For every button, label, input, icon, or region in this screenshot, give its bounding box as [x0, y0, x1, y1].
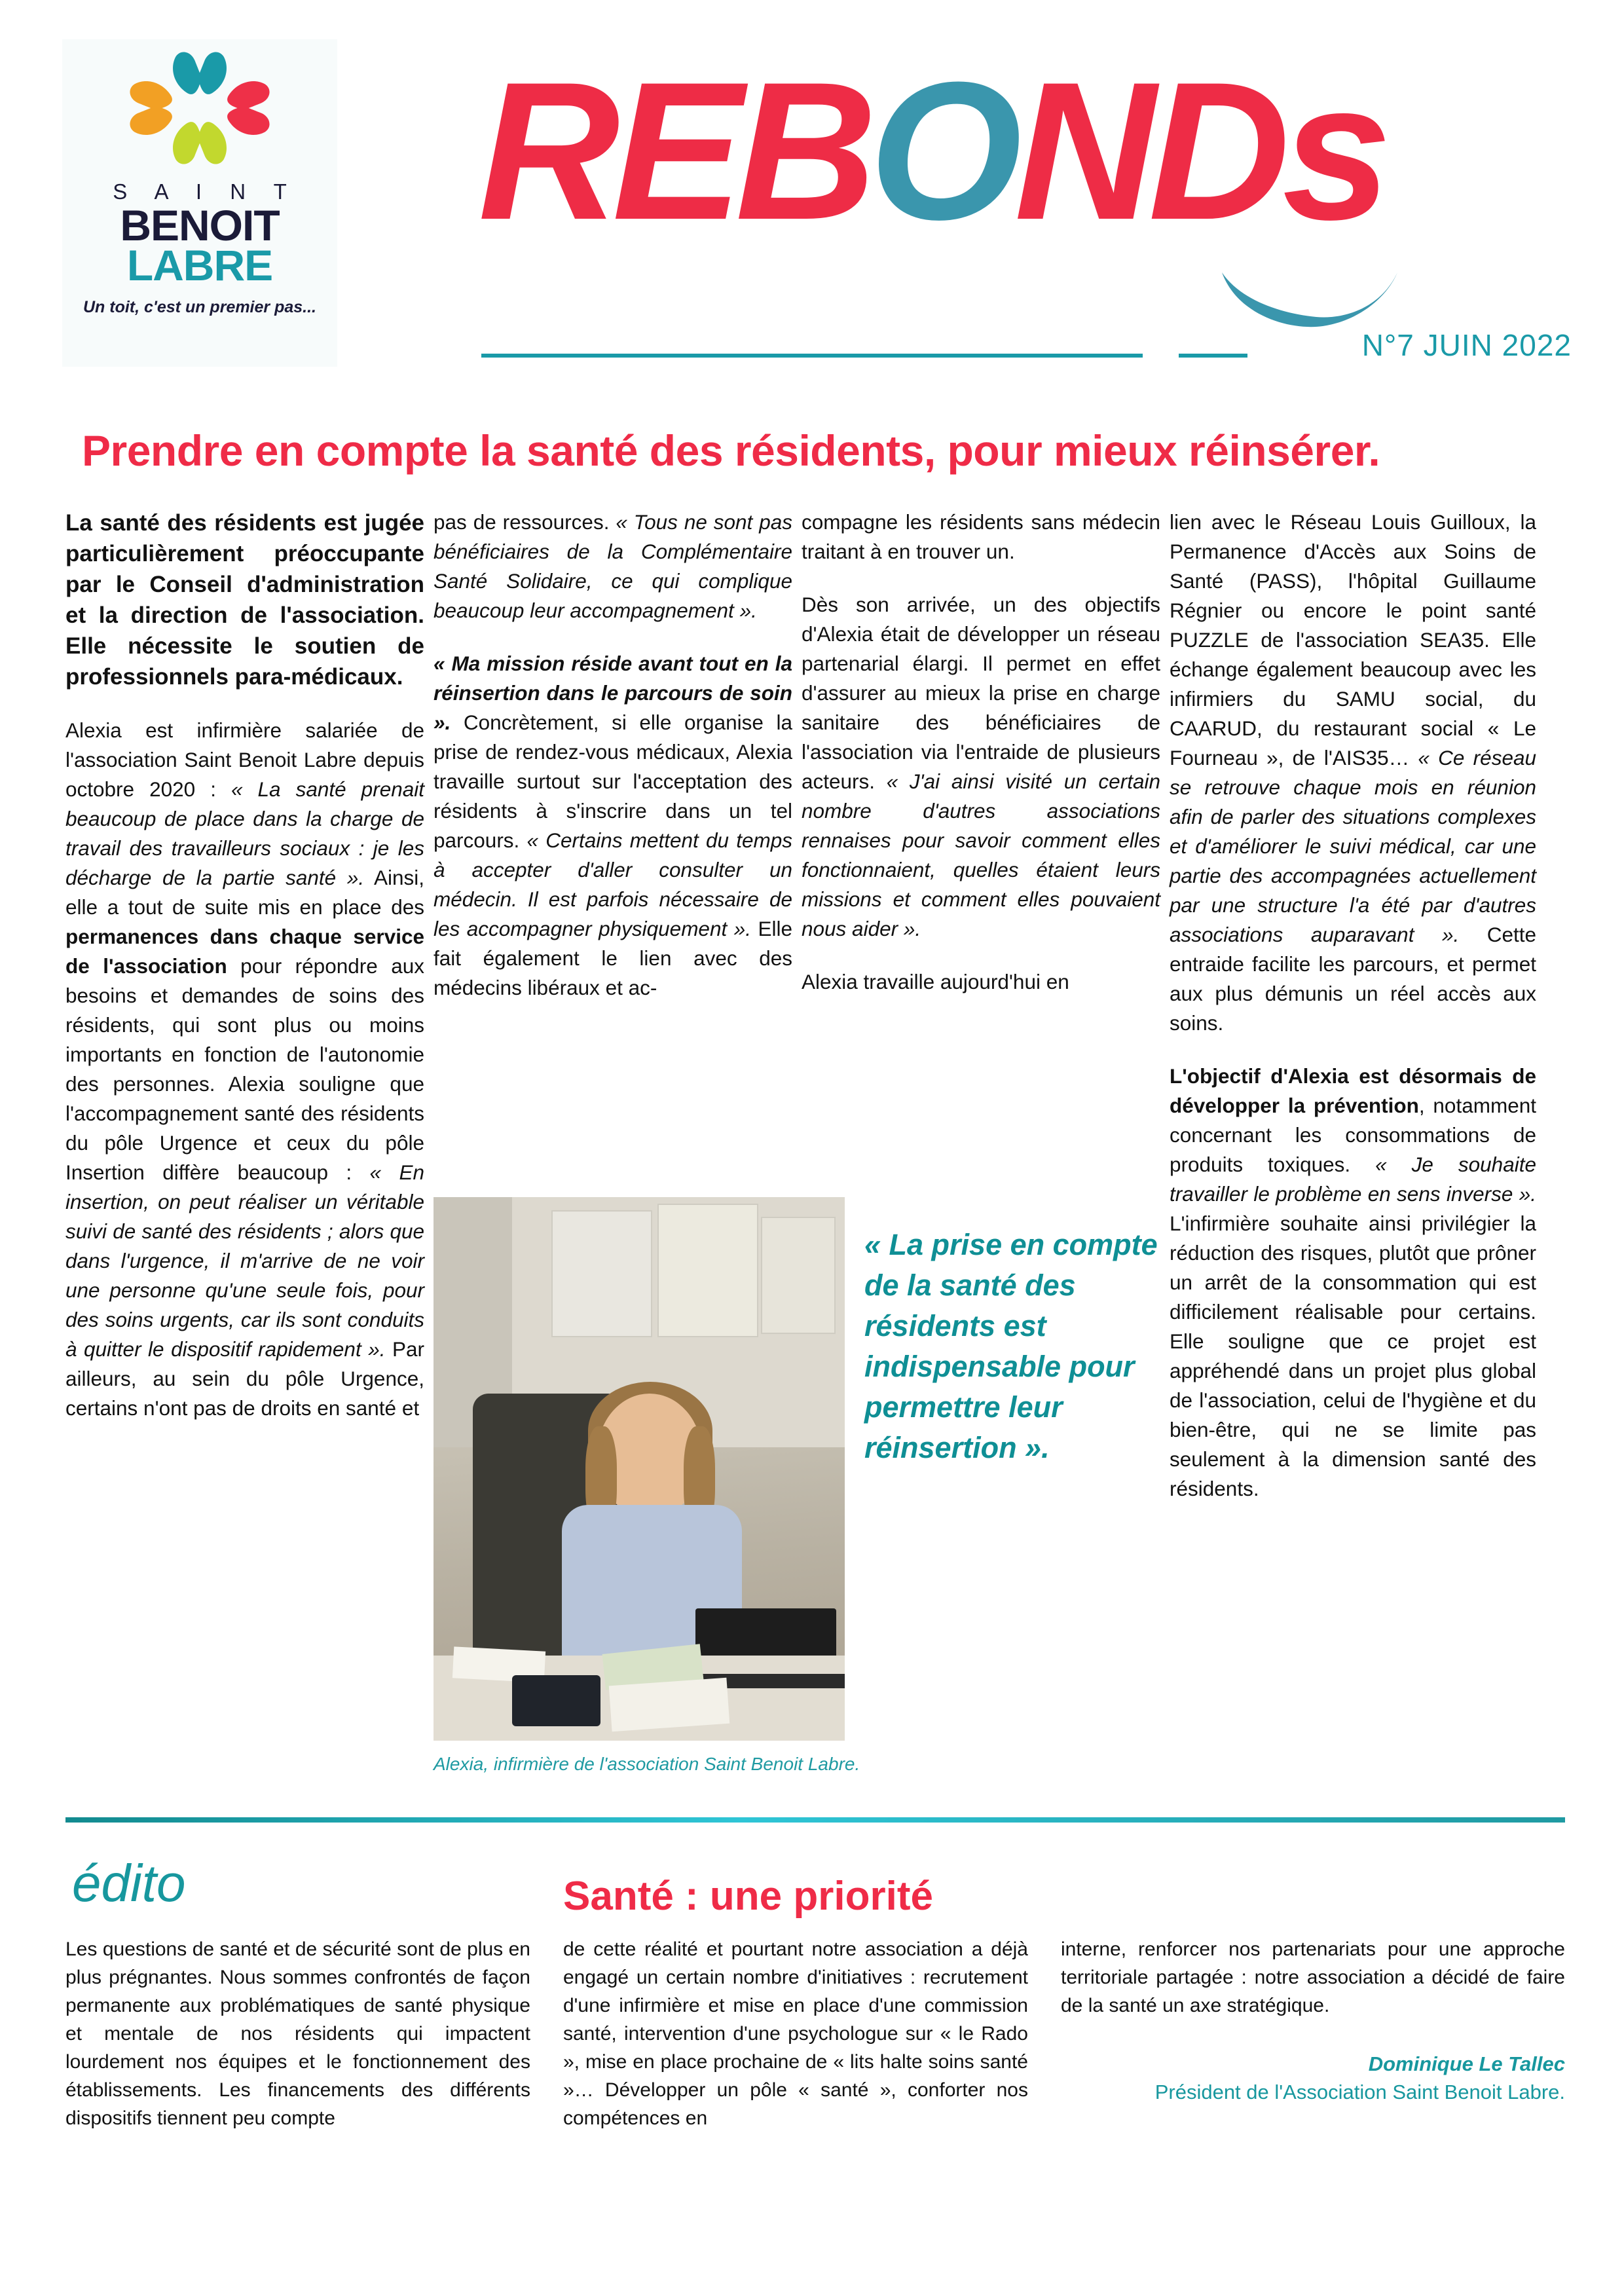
page-title: Prendre en compte la santé des résidents, pour mieux réinsérer.: [82, 426, 1380, 475]
text-run: pas de ressources.: [434, 510, 616, 534]
edito-body: [65, 1935, 1565, 2250]
article-column-4: [1170, 508, 1536, 1527]
photo-phone: [512, 1675, 600, 1726]
pull-quote: « La prise en compte de la santé des résidents est indispensable pour permettre leur réinsertion ».: [864, 1228, 1158, 1464]
issue-number: N°7 JUIN 2022: [1361, 328, 1572, 362]
logo-word-benoit: BENOIT: [120, 201, 280, 250]
edito-label: édito: [72, 1854, 186, 1912]
signature-role: Président de l'Association Saint Benoit Labre.: [1154, 2081, 1565, 2103]
article-c4-p1: [1170, 508, 1536, 1038]
photo-caption: Alexia, infirmière de l'association Saint Benoit Labre.: [434, 1754, 860, 1774]
logo-word-labre: LABRE: [126, 240, 273, 289]
association-logo: [62, 39, 337, 367]
bold-run: L'objectif d'Alexia est désormais de développer la prévention: [1170, 1064, 1536, 1117]
quote-run: « Certains mettent du temps à accepter d'aller consulter un médecin. Il est parfois nécessaire de les accompagner physiquement ».: [434, 828, 792, 940]
text-run: Par ailleurs, au sein du pôle Urgence, certains n'ont pas de droits en santé et: [65, 1337, 424, 1420]
text-run: L'infirmière souhaite ainsi privilégier la réduction des risques, plutôt que prôner un arrêt de la consommation qui est difficilement réalisable pour certains. Elle souligne que ce projet est appréhendé dans un projet plus global de l'association, celui de l'hygiène et du bien-être, qui ne se limite pas seulement à la dimension santé des résidents.: [1170, 1212, 1536, 1500]
text-run: Ainsi, elle a tout de suite mis en place des: [65, 866, 424, 919]
article-c2-p1: [434, 508, 792, 625]
edito-column-1: Les questions de santé et de sécurité sont de plus en plus prégnantes. Nous sommes confrontés de façon permanente aux problématiques de santé physique et mentale de nos résidents qui impactent lourdement nos équipes et le fonctionnement des établissements. Les financements des différents dispositifs tiennent peu compte: [65, 1938, 530, 2129]
text-run: Alexia est infirmière salariée de l'association Saint Benoit Labre depuis octobre 2020 :: [65, 718, 424, 801]
swoosh-icon: [1218, 268, 1401, 331]
article-column-1: [65, 508, 424, 1447]
text-run: Dès son arrivée, un des objectifs d'Alexia était de développer un réseau partenarial élargi. Il permet en effet d'assurer au mieux la prise en charge sanitaire des bénéficiaires de l'association via l'entraide de plusieurs acteurs.: [802, 593, 1160, 793]
photo-wall-poster: [657, 1204, 758, 1337]
logo-flower-icon: [118, 51, 282, 176]
title-part-nds: NDs: [1014, 41, 1384, 261]
section-divider: [65, 1817, 1565, 1823]
edito-column-3-text: interne, renforcer nos partenariats pour une approche territoriale partagée : notre association a décidé de faire de la santé un axe stratégique.: [1061, 1938, 1565, 2016]
edito-title: Santé : une priorité: [563, 1874, 933, 1919]
photo-wall-poster: [551, 1210, 652, 1337]
quote-run: « Ce réseau se retrouve chaque mois en réunion afin de parler des situations complexes et d'améliorer le suivi médical, car une partie des accompagnées actuellement par une structure l'a été par d'autres associations auparavant ».: [1170, 746, 1536, 946]
masthead-rule-left: [481, 354, 1143, 358]
masthead-rule-right: [1179, 354, 1247, 358]
masthead: [0, 0, 1624, 393]
title-part-o: O: [869, 41, 1014, 261]
article-c4-p2: [1170, 1062, 1536, 1504]
article-c3-p3: Alexia travaille aujourd'hui en: [802, 970, 1069, 993]
bold-run: permanences dans chaque service de l'association: [65, 925, 424, 978]
edito-column-3: [1061, 1935, 1565, 2106]
article-photo: [434, 1197, 845, 1741]
article-lead: La santé des résidents est jugée particulièrement préoccupante par le Conseil d'administration et la direction de l'association. Elle nécessite le soutien de professionnels para-médicaux.: [65, 510, 424, 690]
article-c3-p2: [802, 590, 1160, 944]
signature-name: Dominique Le Tallec: [1368, 2052, 1565, 2075]
quote-run: « En insertion, on peut réaliser un véritable suivi de santé des résidents ; alors que dans l'urgence, il m'arrive de ne voir une personne qu'une seule fois, pour des soins urgents, car ils sont conduits à quitter le dispositif rapidement ».: [65, 1160, 424, 1361]
logo-tagline: Un toit, c'est un premier pas...: [83, 298, 317, 317]
text-run: Cette entraide facilite les parcours, et permet aux plus démunis un réel accès aux soins.: [1170, 923, 1536, 1035]
title-part-reb: REB: [478, 41, 870, 261]
edito-column-2: de cette réalité et pourtant notre association a déjà engagé un certain nombre d'initiatives : recrutement d'une infirmière et mise en place d'une commission santé, intervention d'une psychologue sur « le Rado », mise en place prochaine de « lits halte soins santé »… Développer un pôle « santé », conforter nos compétences en: [563, 1938, 1028, 2129]
text-run: pour répondre aux besoins et demandes de soins des résidents, qui sont plus ou moins importants en fonction de l'autonomie des personnes. Alexia souligne que l'accompagnement santé des résidents du pôle Urgence et ceux du pôle Insertion diffère beaucoup :: [65, 954, 424, 1184]
text-run: Elle fait également le lien avec des médecins libéraux et ac-: [434, 917, 792, 999]
article-column-2: [434, 508, 792, 1026]
publication-title: [478, 41, 1539, 288]
petal-green-icon: [168, 114, 231, 165]
article-c1-p1: [65, 716, 424, 1423]
text-run: Concrètement, si elle organise la prise de rendez-vous médicaux, Alexia travaille surtout sur l'acceptation des résidents à s'inscrire dans un tel parcours.: [434, 711, 792, 852]
quote-run: « Tous ne sont pas bénéficiaires de la Complémentaire Santé Solidaire, ce qui complique beaucoup leur accompagnement ».: [434, 510, 793, 622]
quote-run: « La santé prenait beaucoup de place dans la charge de travail des travailleurs sociaux : je les décharge de la partie santé ».: [65, 777, 424, 889]
text-run: lien avec le Réseau Louis Guilloux, la Permanence d'Accès aux Soins de Santé (PASS), l'hôpital Guillaume Régnier ou encore le point santé PUZZLE de l'association SEA35. Elle échange également beaucoup avec les infirmiers du SAMU social, du CAARUD, du restaurant social « Le Fourneau », de l'AIS35…: [1170, 510, 1536, 769]
logo-word-saint: S A I N T: [113, 179, 298, 204]
text-run: , notamment concernant les consommations de produits toxiques.: [1170, 1094, 1536, 1176]
photo-document: [609, 1678, 729, 1731]
article-c3-p1: compagne les résidents sans médecin traitant à en trouver un.: [802, 510, 1160, 563]
article-c2-p2: [434, 649, 792, 1003]
article-column-3: [802, 508, 1160, 1020]
quote-run: « J'ai ainsi visité un certain nombre d'autres associations rennaises pour savoir comment elles fonctionnaient, quelles étaient leurs missions et comment elles pouvaient nous aider ».: [802, 769, 1160, 940]
bold-quote-run: « Ma mission réside avant tout en la réinsertion dans le parcours de soin ».: [434, 652, 792, 734]
photo-wall-poster: [761, 1217, 836, 1334]
quote-run: « Je souhaite travailler le problème en sens inverse ».: [1170, 1153, 1536, 1206]
